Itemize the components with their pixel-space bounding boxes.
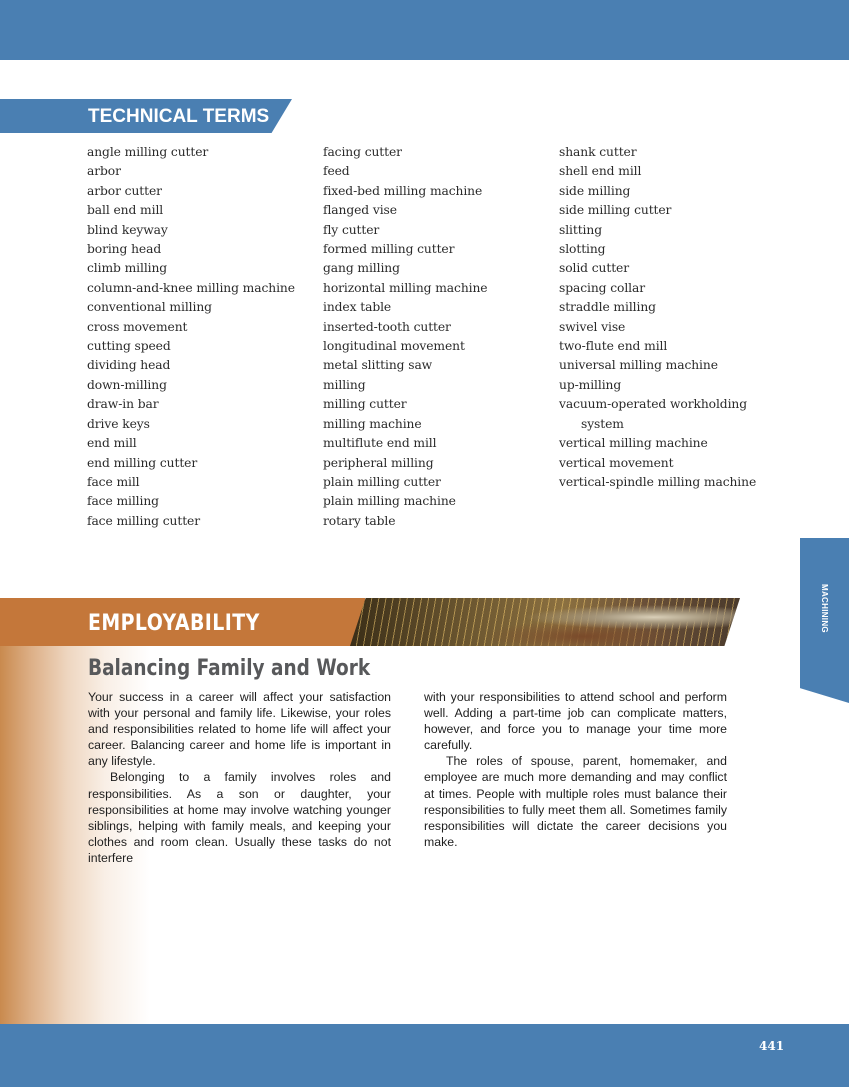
term-item: longitudinal movement	[323, 339, 465, 354]
term-item: face mill	[87, 474, 140, 489]
term-item-wrapped	[559, 395, 756, 434]
term-item: draw-in bar	[87, 397, 159, 412]
term-item: face milling	[87, 494, 159, 509]
term-item: arbor	[87, 164, 121, 179]
term-item: flanged vise	[323, 203, 397, 218]
term-item: ball end mill	[87, 203, 164, 218]
term-item: gang milling	[323, 261, 400, 276]
term-item: fly cutter	[323, 222, 380, 237]
chapter-side-tab-label	[800, 538, 849, 678]
chapter-label: MACHINING	[820, 583, 829, 633]
term-item: inserted-tooth cutter	[323, 319, 451, 334]
technical-terms-title: TECHNICAL TERMS	[88, 106, 270, 127]
term-item: blind keyway	[87, 222, 168, 237]
term-item: shell end mill	[559, 164, 642, 179]
term-item: column-and-knee milling machine	[87, 280, 295, 295]
article-left-column	[88, 689, 391, 866]
page-number: 441	[759, 1039, 785, 1053]
term-item: conventional milling	[87, 300, 212, 315]
terms-column-2	[323, 143, 487, 531]
term-item: side milling	[559, 183, 631, 198]
term-item: cutting speed	[87, 339, 171, 354]
term-item: dividing head	[87, 358, 171, 373]
term-item: solid cutter	[559, 261, 630, 276]
term-item: face milling cutter	[87, 513, 200, 528]
term-item: swivel vise	[559, 319, 626, 334]
term-item: drive keys	[87, 416, 150, 431]
term-item: milling cutter	[323, 397, 407, 412]
term-item: rotary table	[323, 513, 396, 528]
term-item: spacing collar	[559, 280, 645, 295]
term-item: up-milling	[559, 377, 622, 392]
term-item: slitting	[559, 222, 602, 237]
term-item: straddle milling	[559, 300, 656, 315]
term-item: angle milling cutter	[87, 145, 209, 159]
term-item: vertical milling machine	[559, 436, 708, 451]
term-item: end mill	[87, 436, 137, 451]
paragraph: Belonging to a family involves roles and responsibilities. As a son or daughter, your responsibilities at home may involve watching younger siblings, helping with family meals, and keeping your clothes and room clean. Usually these tasks do not interfere	[88, 770, 391, 865]
term-item: arbor cutter	[87, 183, 162, 198]
term-item: universal milling machine	[559, 358, 718, 373]
paragraph: with your responsibilities to attend school and perform well. Adding a part-time job can complicate matters, however, and force you to manage your time more carefully.	[424, 690, 727, 753]
terms-column-3	[559, 143, 756, 492]
term-item: plain milling machine	[323, 494, 456, 509]
term-item: feed	[323, 164, 350, 179]
term-item: vertical-spindle milling machine	[559, 474, 757, 489]
term-item: milling machine	[323, 416, 422, 431]
term-item: facing cutter	[323, 145, 402, 159]
terms-column-1	[87, 143, 295, 531]
term-continuation: system	[581, 416, 624, 431]
header-bar	[0, 0, 849, 60]
grinding-sparks-photo	[350, 598, 740, 646]
term-item: formed milling cutter	[323, 242, 455, 257]
term-item: climb milling	[87, 261, 168, 276]
term-item: end milling cutter	[87, 455, 198, 470]
term-item: horizontal milling machine	[323, 280, 488, 295]
term-item: milling	[323, 377, 366, 392]
term-item: metal slitting saw	[323, 358, 433, 373]
term-text: vacuum-operated workholding	[559, 397, 747, 412]
term-item: side milling cutter	[559, 203, 672, 218]
term-item: fixed-bed milling machine	[323, 183, 483, 198]
term-item: two-flute end mill	[559, 339, 668, 354]
term-item: multiflute end mill	[323, 436, 437, 451]
paragraph: The roles of spouse, parent, homemaker, and employee are much more demanding and may conflict at times. People with multiple roles must balance their responsibilities to fully meet them all. Sometimes family responsibilities will dictate the career decisions you make.	[424, 754, 727, 849]
term-item: cross movement	[87, 319, 188, 334]
term-item: peripheral milling	[323, 455, 434, 470]
article-title: Balancing Family and Work	[88, 656, 371, 681]
term-item: shank cutter	[559, 145, 637, 159]
paragraph: Your success in a career will affect your satisfaction with your personal and family life. Likewise, your roles and responsibilities related to home life will affect your career. Balancing career and home life is important in any lifestyle.	[88, 690, 391, 769]
term-item: slotting	[559, 242, 606, 257]
employability-title: EMPLOYABILITY	[88, 611, 260, 636]
term-item: vertical movement	[559, 455, 674, 470]
term-item: index table	[323, 300, 392, 315]
term-item: down-milling	[87, 377, 167, 392]
term-item: boring head	[87, 242, 162, 257]
footer-bar	[0, 1024, 849, 1087]
term-item: plain milling cutter	[323, 474, 441, 489]
article-right-column	[424, 689, 727, 850]
